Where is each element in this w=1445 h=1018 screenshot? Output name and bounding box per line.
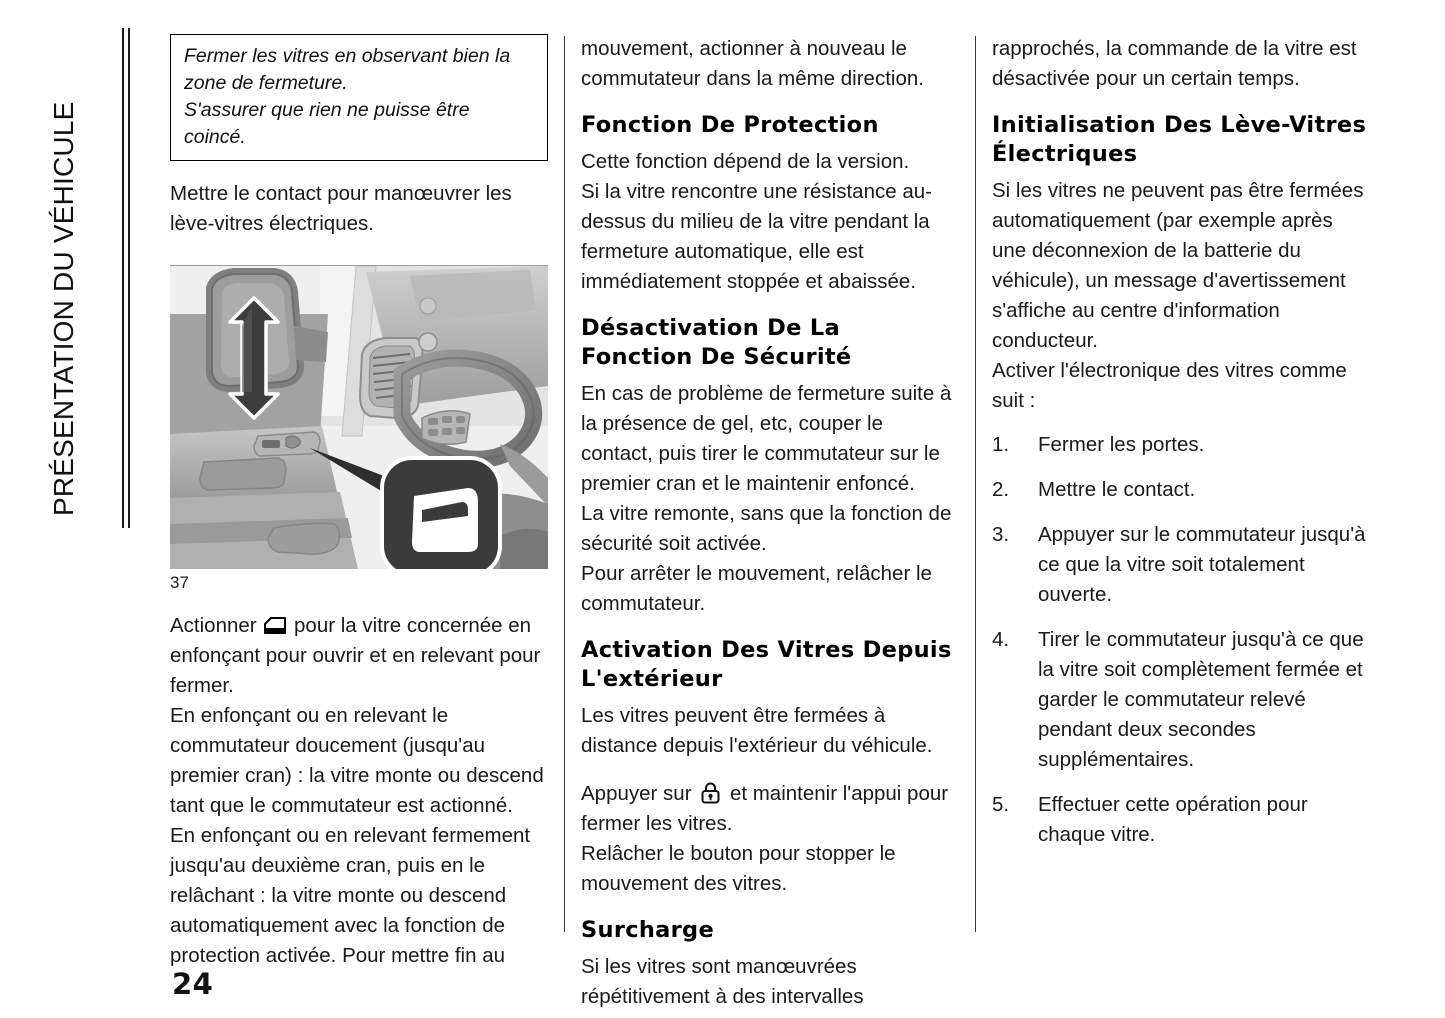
- exterieur-para-1: Les vitres peuvent être fermées à distance depuis l'extérieur du véhicule.: [581, 704, 933, 757]
- list-item: [992, 475, 1370, 505]
- warning-line-2: S'assurer que rien ne puisse être coincé.: [184, 99, 470, 148]
- initialisation-para-1: Si les vitres ne peuvent pas être fermées automatiquement (par exemple après une déconnexion de la batterie du véhicule), un message d'avertissement s'affiche au centre d'information conducteur.: [992, 179, 1364, 352]
- section-tab: [0, 0, 150, 1018]
- heading-fonction-de-protection: Fonction De Protection: [581, 112, 879, 138]
- lock-para-prefix: Appuyer sur: [581, 782, 692, 805]
- heading-surcharge: Surcharge: [581, 917, 715, 943]
- actionner-prefix: Actionner: [170, 614, 257, 637]
- step-number: 5.: [992, 793, 1010, 816]
- securite-para-3: Pour arrêter le mouvement, relâcher le commutateur.: [581, 562, 932, 615]
- heading-initialisation-leve-vitres: Initialisation Des Lève-Vitres Électriques: [992, 112, 1367, 167]
- warning-box: [170, 34, 548, 161]
- list-item: [992, 520, 1370, 610]
- protection-para-2: Si la vitre rencontre une résistance au-dessus du milieu de la vitre pendant la fermeture automatique, elle est immédiatement stoppée et abaissée.: [581, 180, 932, 293]
- exterieur-para-3: Relâcher le bouton pour stopper le mouvement des vitres.: [581, 842, 896, 895]
- column-2: [581, 34, 959, 1012]
- door-window-switch-illustration: [170, 266, 548, 569]
- initialisation-steps: [992, 430, 1370, 850]
- switch-firm-paragraph: En enfonçant ou en relevant fermement jusqu'au deuxième cran, puis en le relâchant : la vitre monte ou descend automatiquement avec la fonction de protection activée. Pour mettre fin au: [170, 824, 531, 967]
- section-tab-rule-secondary: [128, 28, 130, 528]
- step-number: 1.: [992, 433, 1010, 456]
- column-divider-1: [564, 36, 565, 932]
- list-item: [992, 790, 1370, 850]
- step-text: Fermer les portes.: [1038, 433, 1205, 456]
- lock-para-suffix: et maintenir l'appui pour fermer les vitres.: [581, 782, 949, 835]
- securite-para-2: La vitre remonte, sans que la fonction de sécurité soit activée.: [581, 502, 952, 555]
- column-divider-2: [975, 36, 976, 932]
- surcharge-para-1: Si les vitres sont manœuvrées répétitivement à des intervalles: [581, 955, 864, 1008]
- step-number: 2.: [992, 478, 1010, 501]
- continued-paragraph-col2: mouvement, actionner à nouveau le commutateur dans la même direction.: [581, 37, 924, 90]
- figure-caption: 37: [170, 573, 189, 592]
- continued-paragraph-col3: rapprochés, la commande de la vitre est désactivée pour un certain temps.: [992, 37, 1357, 90]
- step-number: 3.: [992, 523, 1010, 546]
- exterieur-para-2: [581, 779, 959, 839]
- lock-icon: [701, 782, 720, 804]
- securite-para-1: En cas de problème de fermeture suite à la présence de gel, etc, couper le contact, puis tirer le commutateur sur le premier cran et le maintenir enfoncé.: [581, 382, 952, 495]
- step-number: 4.: [992, 628, 1010, 651]
- step-text: Effectuer cette opération pour chaque vitre.: [1038, 793, 1308, 846]
- list-item: [992, 625, 1370, 775]
- step-text: Mettre le contact.: [1038, 478, 1196, 501]
- door-window-icon: [264, 613, 286, 630]
- intro-paragraph: Mettre le contact pour manœuvrer les lève-vitres électriques.: [170, 182, 512, 235]
- step-text: Appuyer sur le commutateur jusqu'à ce que la vitre soit totalement ouverte.: [1038, 523, 1366, 606]
- warning-line-1: Fermer les vitres en observant bien la zone de fermeture.: [184, 45, 511, 94]
- figure-37: [170, 265, 548, 593]
- switch-soft-paragraph: En enfonçant ou en relevant le commutateur doucement (jusqu'au premier cran) : la vitre monte ou descend tant que le commutateur est actionné.: [170, 704, 544, 817]
- list-item: [992, 430, 1370, 460]
- heading-activation-vitres-exterieur: Activation Des Vitres Depuis L'extérieur: [581, 637, 952, 692]
- initialisation-para-2: Activer l'électronique des vitres comme suit :: [992, 359, 1347, 412]
- actionner-paragraph: [170, 611, 548, 701]
- section-tab-rule: [122, 28, 124, 528]
- page-number: 24: [172, 967, 214, 1001]
- heading-desactivation-fonction-securite: Désactivation De La Fonction De Sécurité: [581, 315, 852, 370]
- step-text: Tirer le commutateur jusqu'à ce que la vitre soit complètement fermée et garder le commutateur relevé pendant deux secondes supplémentaires.: [1038, 628, 1364, 771]
- section-tab-label: PRÉSENTATION DU VÉHICULE: [48, 101, 79, 516]
- protection-para-1: Cette fonction dépend de la version.: [581, 150, 910, 173]
- column-3: [992, 34, 1370, 865]
- column-1: [170, 34, 548, 971]
- actionner-suffix: pour la vitre concernée en enfonçant pour ouvrir et en relevant pour fermer.: [170, 614, 541, 697]
- figure-image: [170, 266, 548, 569]
